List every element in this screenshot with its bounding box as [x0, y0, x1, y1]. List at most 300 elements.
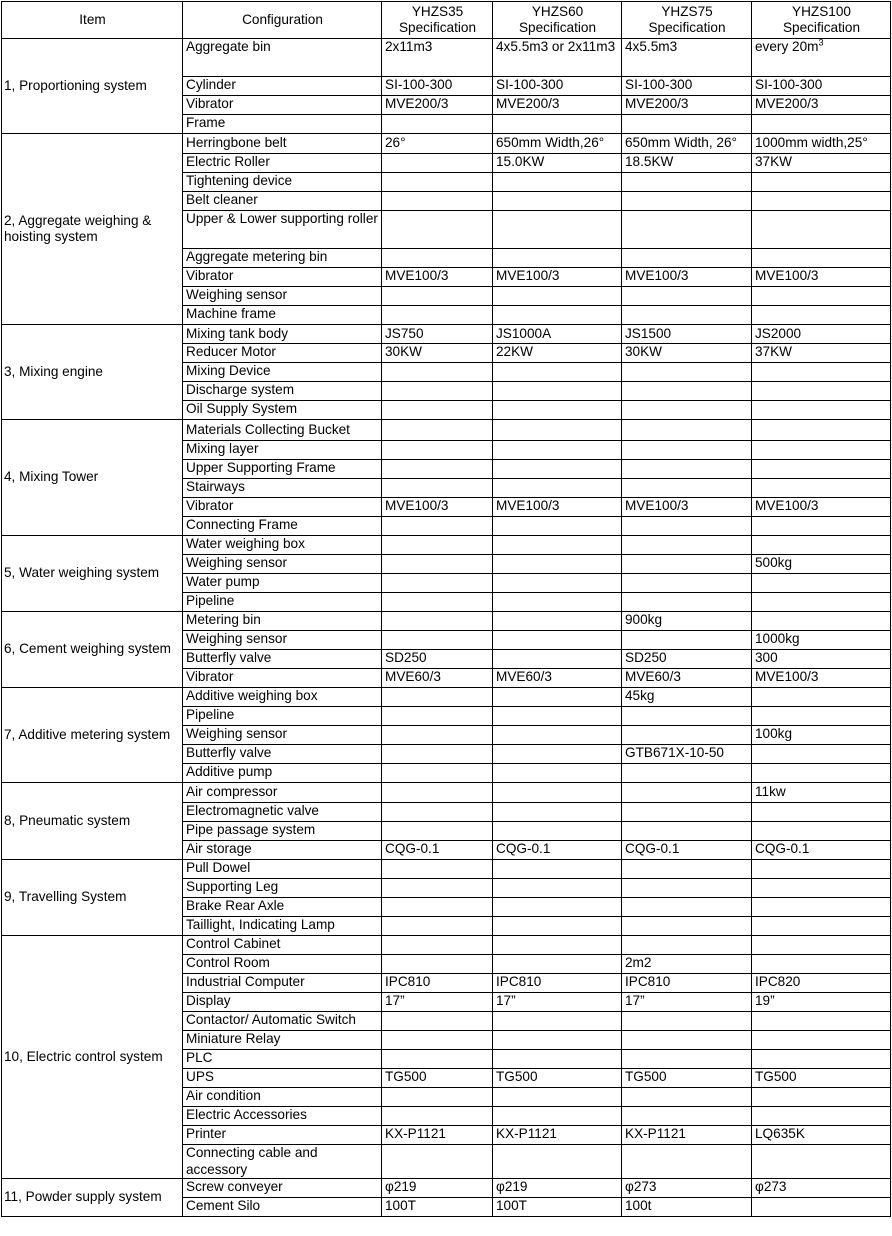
spec-cell	[752, 420, 891, 441]
spec-cell	[622, 936, 752, 955]
spec-cell	[493, 382, 622, 401]
spec-cell	[382, 783, 493, 803]
configuration-cell: Butterfly valve	[183, 650, 382, 669]
table-row	[2, 860, 891, 879]
spec-cell	[622, 441, 752, 460]
spec-cell	[752, 1012, 891, 1031]
spec-cell	[752, 917, 891, 936]
spec-cell: 650mm Width,26°	[493, 134, 622, 154]
spec-cell: 100T	[382, 1198, 493, 1217]
spec-cell	[493, 363, 622, 382]
group-name: 4, Mixing Tower	[2, 420, 183, 536]
spec-cell	[493, 726, 622, 745]
configuration-cell: Cylinder	[183, 77, 382, 96]
spec-cell: JS1500	[622, 325, 752, 344]
spec-cell	[382, 363, 493, 382]
spec-cell	[493, 860, 622, 879]
spec-cell	[493, 898, 622, 917]
group-name: 6, Cement weighing system	[2, 612, 183, 688]
spec-cell	[622, 1088, 752, 1107]
spec-cell: MVE200/3	[752, 96, 891, 115]
spec-cell	[622, 363, 752, 382]
configuration-cell: Miniature Relay	[183, 1031, 382, 1050]
configuration-cell: Water weighing box	[183, 536, 382, 555]
table-row	[2, 420, 891, 441]
spec-cell	[382, 917, 493, 936]
spec-cell	[382, 955, 493, 974]
configuration-cell: Pipeline	[183, 707, 382, 726]
spec-cell: 650mm Width, 26°	[622, 134, 752, 154]
spec-cell	[622, 382, 752, 401]
spec-cell: TG500	[752, 1069, 891, 1088]
spec-cell: SI-100-300	[493, 77, 622, 96]
table-row	[2, 936, 891, 955]
header-col4: YHZS100 Specification	[752, 2, 891, 39]
spec-cell: 100kg	[752, 726, 891, 745]
spec-cell: MVE100/3	[382, 268, 493, 287]
configuration-cell: Pull Dowel	[183, 860, 382, 879]
configuration-cell: Additive pump	[183, 764, 382, 783]
configuration-cell: Mixing Device	[183, 363, 382, 382]
spec-cell: TG500	[493, 1069, 622, 1088]
configuration-cell: Tightening device	[183, 173, 382, 192]
configuration-cell: Reducer Motor	[183, 344, 382, 363]
spec-cell: 45kg	[622, 688, 752, 707]
group-name: 11, Powder supply system	[2, 1179, 183, 1217]
table-row	[2, 325, 891, 344]
spec-cell	[752, 479, 891, 498]
spec-cell	[493, 441, 622, 460]
spec-cell	[382, 441, 493, 460]
spec-cell	[493, 192, 622, 211]
spec-cell	[622, 898, 752, 917]
group-name: 1, Proportioning system	[2, 39, 183, 134]
spec-cell	[382, 287, 493, 306]
spec-cell: φ273	[622, 1179, 752, 1198]
spec-cell	[622, 211, 752, 249]
spec-cell	[493, 420, 622, 441]
spec-cell	[382, 1107, 493, 1126]
configuration-cell: Frame	[183, 115, 382, 134]
header-row	[2, 2, 891, 39]
configuration-cell: Weighing sensor	[183, 726, 382, 745]
spec-cell	[493, 1107, 622, 1126]
spec-cell: 1000mm width,25°	[752, 134, 891, 154]
configuration-cell: Upper Supporting Frame	[183, 460, 382, 479]
configuration-cell: Printer	[183, 1126, 382, 1145]
spec-cell: 100T	[493, 1198, 622, 1217]
spec-cell: KX-P1121	[493, 1126, 622, 1145]
spec-cell	[752, 1050, 891, 1069]
configuration-cell: Weighing sensor	[183, 555, 382, 574]
spec-cell: 15.0KW	[493, 154, 622, 173]
spec-cell	[493, 822, 622, 841]
spec-cell	[382, 1012, 493, 1031]
configuration-cell: Oil Supply System	[183, 401, 382, 420]
spec-cell: MVE60/3	[382, 669, 493, 688]
configuration-cell: Control Cabinet	[183, 936, 382, 955]
spec-cell: JS2000	[752, 325, 891, 344]
spec-cell: 17”	[382, 993, 493, 1012]
spec-cell	[382, 612, 493, 631]
spec-cell	[493, 555, 622, 574]
spec-cell	[493, 479, 622, 498]
spec-cell: 2x11m3	[382, 39, 493, 77]
configuration-cell: Air storage	[183, 841, 382, 860]
spec-cell	[752, 306, 891, 325]
spec-cell: MVE100/3	[752, 669, 891, 688]
spec-cell	[622, 917, 752, 936]
spec-cell	[752, 460, 891, 479]
spec-cell	[493, 612, 622, 631]
spec-cell: MVE200/3	[382, 96, 493, 115]
spec-cell: every $20m^3$	[752, 39, 891, 77]
group-name: 2, Aggregate weighing & hoisting system	[2, 134, 183, 325]
spec-cell	[752, 1145, 891, 1179]
spec-cell	[752, 192, 891, 211]
spec-cell	[382, 688, 493, 707]
spec-cell	[622, 1145, 752, 1179]
table-row	[2, 783, 891, 803]
spec-cell: LQ635K	[752, 1126, 891, 1145]
spec-cell	[622, 401, 752, 420]
spec-cell: IPC820	[752, 974, 891, 993]
configuration-cell: Electric Roller	[183, 154, 382, 173]
spec-cell: 30KW	[382, 344, 493, 363]
spec-cell	[622, 460, 752, 479]
spec-cell	[493, 574, 622, 593]
spec-cell	[493, 917, 622, 936]
group-name: 3, Mixing engine	[2, 325, 183, 420]
configuration-cell: Electric Accessories	[183, 1107, 382, 1126]
spec-cell	[493, 803, 622, 822]
configuration-cell: Stairways	[183, 479, 382, 498]
spec-cell	[622, 115, 752, 134]
spec-cell: 37KW	[752, 154, 891, 173]
spec-cell	[382, 517, 493, 536]
spec-cell	[382, 536, 493, 555]
spec-cell	[493, 1012, 622, 1031]
group-name: 7, Additive metering system	[2, 688, 183, 783]
spec-table	[1, 1, 891, 1217]
spec-cell	[493, 745, 622, 764]
spec-cell	[493, 401, 622, 420]
header-col1: YHZS35 Specification	[382, 2, 493, 39]
spec-cell: 500kg	[752, 555, 891, 574]
spec-cell: SD250	[622, 650, 752, 669]
spec-cell	[493, 688, 622, 707]
spec-cell	[752, 1107, 891, 1126]
spec-cell	[382, 707, 493, 726]
spec-cell	[382, 211, 493, 249]
configuration-cell: Connecting cable and accessory	[183, 1145, 382, 1179]
spec-cell: MVE100/3	[382, 498, 493, 517]
spec-cell	[493, 650, 622, 669]
table-row	[2, 536, 891, 555]
spec-cell	[752, 536, 891, 555]
spec-cell	[382, 1050, 493, 1069]
configuration-cell: Supporting Leg	[183, 879, 382, 898]
configuration-cell: Contactor/ Automatic Switch	[183, 1012, 382, 1031]
spec-cell: MVE100/3	[752, 498, 891, 517]
spec-cell	[493, 306, 622, 325]
spec-cell	[752, 593, 891, 612]
spec-cell	[493, 1031, 622, 1050]
configuration-cell: Machine frame	[183, 306, 382, 325]
configuration-cell: Connecting Frame	[183, 517, 382, 536]
spec-cell	[493, 249, 622, 268]
spec-cell	[493, 879, 622, 898]
spec-cell	[622, 479, 752, 498]
spec-cell	[752, 173, 891, 192]
spec-cell	[752, 441, 891, 460]
spec-cell	[622, 420, 752, 441]
configuration-cell: Belt cleaner	[183, 192, 382, 211]
spec-cell	[622, 1107, 752, 1126]
group-name: 10, Electric control system	[2, 936, 183, 1179]
spec-cell: SD250	[382, 650, 493, 669]
spec-cell: φ219	[493, 1179, 622, 1198]
spec-cell	[493, 1088, 622, 1107]
spec-cell	[382, 860, 493, 879]
spec-cell: JS1000A	[493, 325, 622, 344]
configuration-cell: Brake Rear Axle	[183, 898, 382, 917]
spec-cell	[493, 460, 622, 479]
spec-cell: MVE60/3	[493, 669, 622, 688]
spec-cell: 2m2	[622, 955, 752, 974]
spec-cell	[752, 955, 891, 974]
configuration-cell: Water pump	[183, 574, 382, 593]
configuration-cell: Control Room	[183, 955, 382, 974]
table-row	[2, 134, 891, 154]
spec-cell	[622, 707, 752, 726]
spec-cell	[622, 306, 752, 325]
group-name: 8, Pneumatic system	[2, 783, 183, 860]
spec-cell	[382, 898, 493, 917]
spec-cell	[622, 249, 752, 268]
spec-cell: φ273	[752, 1179, 891, 1198]
spec-cell	[622, 1050, 752, 1069]
spec-cell: MVE100/3	[622, 498, 752, 517]
configuration-cell: Metering bin	[183, 612, 382, 631]
spec-cell	[752, 822, 891, 841]
spec-cell	[382, 420, 493, 441]
configuration-cell: Display	[183, 993, 382, 1012]
spec-cell	[622, 593, 752, 612]
spec-cell	[382, 879, 493, 898]
spec-cell: MVE100/3	[752, 268, 891, 287]
spec-cell	[752, 936, 891, 955]
spec-cell: φ219	[382, 1179, 493, 1198]
spec-cell: 17”	[622, 993, 752, 1012]
configuration-cell: Industrial Computer	[183, 974, 382, 993]
spec-cell	[752, 879, 891, 898]
spec-cell	[493, 936, 622, 955]
spec-cell	[752, 574, 891, 593]
spec-cell	[382, 803, 493, 822]
spec-cell: 100t	[622, 1198, 752, 1217]
spec-cell	[752, 1088, 891, 1107]
spec-cell: MVE100/3	[493, 498, 622, 517]
spec-cell	[493, 764, 622, 783]
spec-cell: 17”	[493, 993, 622, 1012]
spec-cell: 300	[752, 650, 891, 669]
spec-cell	[622, 536, 752, 555]
configuration-cell: Vibrator	[183, 268, 382, 287]
spec-cell: 18.5KW	[622, 154, 752, 173]
configuration-cell: Electromagnetic valve	[183, 803, 382, 822]
spec-cell: SI-100-300	[752, 77, 891, 96]
spec-cell	[382, 306, 493, 325]
header-configuration: Configuration	[183, 2, 382, 39]
spec-cell: IPC810	[493, 974, 622, 993]
spec-cell	[382, 764, 493, 783]
spec-cell	[622, 860, 752, 879]
configuration-cell: Vibrator	[183, 498, 382, 517]
spec-cell	[493, 173, 622, 192]
configuration-cell: Herringbone belt	[183, 134, 382, 154]
spec-cell: 37KW	[752, 344, 891, 363]
spec-cell: GTB671X-10-50	[622, 745, 752, 764]
spec-cell	[752, 707, 891, 726]
spec-cell	[493, 707, 622, 726]
configuration-cell: Aggregate metering bin	[183, 249, 382, 268]
configuration-cell: Screw conveyer	[183, 1179, 382, 1198]
spec-cell: IPC810	[382, 974, 493, 993]
spec-cell	[622, 726, 752, 745]
configuration-cell: Butterfly valve	[183, 745, 382, 764]
spec-cell	[382, 249, 493, 268]
spec-cell	[622, 631, 752, 650]
spec-cell	[382, 192, 493, 211]
spec-cell: 11kw	[752, 783, 891, 803]
spec-cell	[493, 593, 622, 612]
spec-cell	[493, 287, 622, 306]
configuration-cell: Weighing sensor	[183, 631, 382, 650]
spec-cell	[493, 536, 622, 555]
spec-cell	[752, 803, 891, 822]
spec-cell: MVE60/3	[622, 669, 752, 688]
configuration-cell: Pipeline	[183, 593, 382, 612]
spec-cell	[493, 1145, 622, 1179]
spec-cell: 19”	[752, 993, 891, 1012]
spec-cell	[622, 287, 752, 306]
spec-cell	[382, 745, 493, 764]
spec-cell	[622, 1012, 752, 1031]
spec-cell	[752, 860, 891, 879]
spec-cell	[752, 688, 891, 707]
spec-cell	[493, 955, 622, 974]
spec-cell	[382, 631, 493, 650]
spec-cell: TG500	[382, 1069, 493, 1088]
spec-cell	[493, 517, 622, 536]
spec-cell: KX-P1121	[382, 1126, 493, 1145]
spec-cell	[493, 631, 622, 650]
spec-cell: MVE100/3	[622, 268, 752, 287]
spec-cell	[622, 574, 752, 593]
spec-cell	[622, 517, 752, 536]
spec-cell	[622, 1031, 752, 1050]
spec-cell	[752, 287, 891, 306]
configuration-cell: UPS	[183, 1069, 382, 1088]
spec-cell	[382, 382, 493, 401]
spec-cell	[493, 211, 622, 249]
configuration-cell: Vibrator	[183, 669, 382, 688]
configuration-cell: Vibrator	[183, 96, 382, 115]
configuration-cell: Mixing layer	[183, 441, 382, 460]
spec-cell: SI-100-300	[382, 77, 493, 96]
spec-cell	[622, 822, 752, 841]
spec-cell	[752, 382, 891, 401]
spec-cell	[493, 783, 622, 803]
spec-cell	[622, 879, 752, 898]
spec-cell: CQG-0.1	[752, 841, 891, 860]
spec-cell	[382, 726, 493, 745]
table-row	[2, 1179, 891, 1198]
spec-cell: 4x5.5m3	[622, 39, 752, 77]
header-col2: YHZS60 Specification	[493, 2, 622, 39]
spec-cell	[382, 173, 493, 192]
spec-cell	[382, 822, 493, 841]
spec-cell: 22KW	[493, 344, 622, 363]
spec-cell	[622, 783, 752, 803]
spec-cell	[622, 764, 752, 783]
spec-cell	[493, 115, 622, 134]
spec-cell	[382, 936, 493, 955]
configuration-cell: Pipe passage system	[183, 822, 382, 841]
configuration-cell: Additive weighing box	[183, 688, 382, 707]
spec-cell	[752, 898, 891, 917]
spec-cell: TG500	[622, 1069, 752, 1088]
header-item: Item	[2, 2, 183, 39]
spec-cell	[752, 764, 891, 783]
spec-cell: CQG-0.1	[493, 841, 622, 860]
spec-cell	[382, 555, 493, 574]
spec-cell	[752, 211, 891, 249]
spec-cell: SI-100-300	[622, 77, 752, 96]
spec-cell	[752, 745, 891, 764]
spec-cell: JS750	[382, 325, 493, 344]
spec-cell	[382, 401, 493, 420]
configuration-cell: Cement Silo	[183, 1198, 382, 1217]
configuration-cell: Discharge system	[183, 382, 382, 401]
spec-cell	[752, 612, 891, 631]
spec-cell	[493, 1050, 622, 1069]
configuration-cell: Air compressor	[183, 783, 382, 803]
spec-cell: 4x5.5m3 or 2x11m3	[493, 39, 622, 77]
table-row	[2, 612, 891, 631]
spec-cell	[752, 1198, 891, 1217]
spec-cell: CQG-0.1	[622, 841, 752, 860]
spec-cell	[622, 803, 752, 822]
table-row	[2, 39, 891, 77]
spec-cell	[382, 479, 493, 498]
spec-cell: 900kg	[622, 612, 752, 631]
spec-cell	[752, 1031, 891, 1050]
configuration-cell: Materials Collecting Bucket	[183, 420, 382, 441]
group-name: 5, Water weighing system	[2, 536, 183, 612]
spec-cell	[382, 460, 493, 479]
spec-cell	[382, 1031, 493, 1050]
configuration-cell: Upper & Lower supporting roller	[183, 211, 382, 249]
header-col3: YHZS75 Specification	[622, 2, 752, 39]
spec-cell	[382, 1088, 493, 1107]
spec-cell: MVE200/3	[622, 96, 752, 115]
spec-cell: IPC810	[622, 974, 752, 993]
configuration-cell: Weighing sensor	[183, 287, 382, 306]
spec-cell	[752, 115, 891, 134]
spec-cell	[752, 401, 891, 420]
